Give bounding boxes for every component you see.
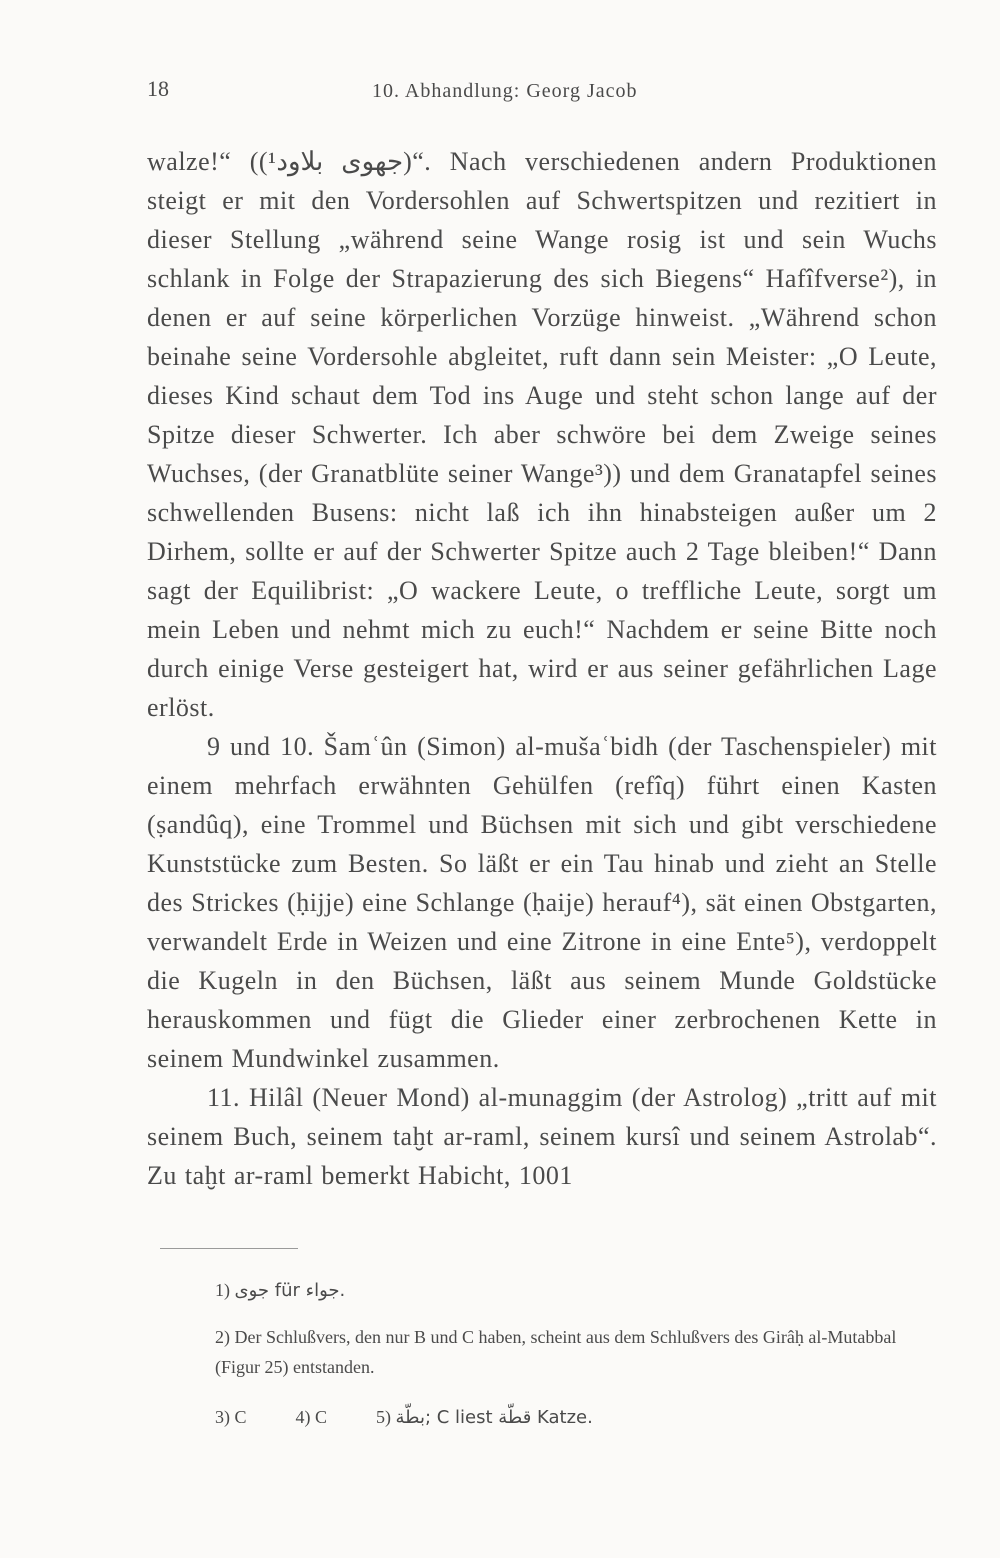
footnote-2 (215, 1322, 945, 1382)
footnote-2-mark: 2) (215, 1327, 230, 1347)
footnote-3-text: C (234, 1407, 247, 1427)
footnote-4-mark: 4) (295, 1407, 311, 1427)
running-title: 10. Abhandlung: Georg Jacob (372, 80, 638, 102)
footnote-1-mark: 1) (215, 1280, 230, 1300)
paragraph-3: 11. Hilâl (Neuer Mond) al-munaggim (der Astrolog) „tritt auf mit seinem Buch, seinem taḫt ar-raml, seinem kursî und seinem Astrolab“. Zu taḫt ar-raml bemerkt Habicht, 1001 (147, 1083, 937, 1190)
page-header (147, 76, 937, 112)
footnote-1 (215, 1275, 345, 1306)
footnote-2-text: Der Schlußvers, den nur B und C haben, scheint aus dem Schlußvers des Girâḥ al-Mutabbal (Figur 25) entstanden. (215, 1327, 897, 1377)
page-number: 18 (147, 76, 169, 101)
paragraph-1: walze!“ ((¹جهوى بلاود)“. Nach verschiedenen andern Produktionen steigt er mit den Vordersohlen auf Schwertspitzen und rezitiert in dieser Stellung „während seine Wange rosig ist und sein Wuchs schlank in Folge der Strapazierung des sich Biegens“ Hafîfverse²), in denen er auf seine körperlichen Vorzüge hinweist. „Während schon beinahe seine Vordersohle abgleitet, ruft dann sein Meister: „O Leute, dieses Kind schaut dem Tod ins Auge und steht schon lange auf der Spitze dieser Schwerter. Ich aber schwöre bei dem Zweige seines Wuchses, (der Granatblüte seiner Wange³)) und dem Granatapfel seines schwellenden Busens: nicht laß ich ihn hinabsteigen außer um 2 Dirhem, sollte er auf der Schwerter Spitze auch 2 Tage bleiben!“ Dann sagt der Equilibrist: „O wackere Leute, o treffliche Leute, sorgt um mein Leben und nehmt mich zu euch!“ Nachdem er seine Bitte noch durch einige Verse gesteigert hat, wird er aus seiner gefährlichen Lage erlöst. (147, 147, 937, 722)
footnote-5-text: بطّة; C liest قطّة Katze. (395, 1407, 593, 1428)
body-text (147, 142, 937, 1195)
footnote-rule (160, 1248, 298, 1249)
footnote-5-mark: 5) (376, 1407, 392, 1427)
footnote-4-text: C (315, 1407, 328, 1427)
paragraph-2: 9 und 10. Šamʿûn (Simon) al-mušaʿbidh (der Taschenspieler) mit einem mehrfach erwähnten Gehülfen (refîq) führt einen Kasten (ṣandûq), eine Trommel und Büchsen mit sich und gibt verschiedene Kunststücke zum Besten. So läßt er ein Tau hinab und zieht an Stelle des Strickes (ḥijje) eine Schlange (ḥaije) herauf⁴), sät einen Obstgarten, verwandelt Erde in Weizen und eine Zitrone in eine Ente⁵), verdoppelt die Kugeln in den Büchsen, läßt aus seinem Munde Goldstücke herauskommen und fügt die Glieder einer zerbrochenen Kette in seinem Mundwinkel zusammen. (147, 732, 937, 1073)
footnote-3-mark: 3) (215, 1407, 230, 1427)
footnote-1-text: جوى für جواء. (234, 1280, 346, 1301)
footnote-3-5 (215, 1402, 593, 1433)
